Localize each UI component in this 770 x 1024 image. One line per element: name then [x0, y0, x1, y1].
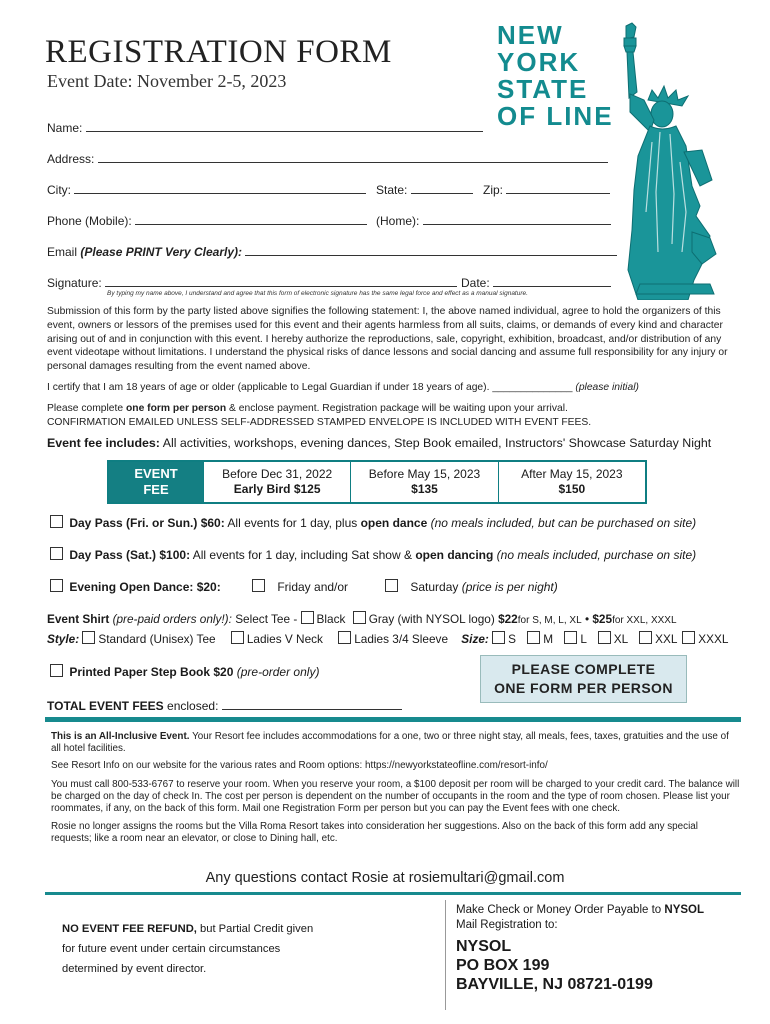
fee-table — [107, 460, 647, 504]
section-divider — [45, 717, 741, 722]
size-option: XL — [613, 632, 628, 646]
fee-tier-when: After May 15, 2023 — [521, 467, 623, 481]
name-input-line[interactable] — [86, 118, 483, 132]
signature-field[interactable] — [47, 273, 457, 290]
day-pass-sat-option[interactable] — [50, 547, 696, 562]
waiver-text: Submission of this form by the party listed above signifies the following statement: I, the above named individual, agree to hold the organizers of this event, owners or lessors of the premises used for this event and their agents harmless from all suits, claims, or demands of every kind and character arising out of and in conjunction with this event. I hereby authorize the reproductions, sale, copyright, exhibition, broadcast, and/or distribution of any event videotape without limitations. I understand the physical risks of dance lessons and social dancing and assume full responsibility for any injury or personal damages resulting from the event named above. — [47, 306, 728, 373]
size-xl-checkbox[interactable] — [598, 631, 611, 644]
email-label: Email — [47, 245, 78, 259]
address-label: Address: — [47, 152, 95, 166]
evening-dance-label: Evening Open Dance: $20: — [69, 580, 221, 594]
size-option: S — [508, 632, 516, 646]
zip-label: Zip: — [483, 183, 504, 197]
contact-line: Any questions contact Rosie at rosiemultari@gmail.com — [205, 870, 565, 886]
shirt-price-standard: $22 — [498, 612, 518, 626]
certify-initial-note: (please initial) — [575, 382, 639, 393]
day-pass-sat-checkbox[interactable] — [50, 547, 63, 560]
day-pass-fri-sun-bold: open dance — [360, 516, 428, 530]
day-pass-fri-sun-label: Day Pass (Fri. or Sun.) $60: — [69, 516, 225, 530]
city-field[interactable] — [47, 180, 366, 197]
fee-table-header — [109, 462, 203, 502]
city-input-line[interactable] — [74, 180, 366, 194]
shirt-black-checkbox[interactable] — [301, 611, 314, 624]
refund-line2: for future event under certain circumstances — [62, 943, 281, 955]
style-standard-label: Standard (Unisex) Tee — [98, 632, 216, 646]
day-pass-fri-sun-text: All events for 1 day, plus — [227, 516, 358, 530]
saturday-option[interactable] — [385, 579, 558, 594]
saturday-checkbox[interactable] — [385, 579, 398, 592]
step-book-checkbox[interactable] — [50, 664, 63, 677]
shirt-gray-checkbox[interactable] — [353, 611, 366, 624]
complete-notice — [47, 402, 737, 430]
event-shirt-row — [47, 611, 677, 626]
shirt-black-label: Black — [316, 612, 346, 626]
size-option: M — [543, 632, 554, 646]
day-pass-sat-text: All events for 1 day, including Sat show & — [192, 548, 412, 562]
signature-input-line[interactable] — [105, 273, 457, 287]
refund-text — [62, 919, 313, 979]
resort-bold: This is an All-Inclusive Event. — [51, 731, 190, 742]
resort-info — [51, 731, 741, 845]
phone-home-input-line[interactable] — [423, 211, 611, 225]
day-pass-fri-sun-note: (no meals included, but can be purchased on site) — [430, 516, 697, 530]
payable-block — [456, 903, 704, 994]
resort-p4: Rosie no longer assigns the rooms but the Villa Roma Resort takes into consideration her suggestions. Also on the back of this form add any special requests; like a room near an elevator, or close to Dining hall, etc. — [51, 821, 698, 844]
step-book-label: Printed Paper Step Book $20 — [69, 665, 234, 679]
fee-tier — [350, 462, 497, 502]
saturday-note: (price is per night) — [461, 580, 558, 594]
payable-text: Make Check or Money Order Payable to — [456, 904, 662, 916]
friday-option[interactable] — [252, 579, 348, 594]
shirt-note: (pre-paid orders only!): — [112, 612, 232, 626]
size-m-checkbox[interactable] — [527, 631, 540, 644]
shirt-label: Event Shirt — [47, 612, 110, 626]
size-option: XXXL — [698, 632, 729, 646]
fee-tier — [498, 462, 645, 502]
style-standard-checkbox[interactable] — [82, 631, 95, 644]
includes-text: All activities, workshops, evening dances, Step Book emailed, Instructors' Showcase Saturday Night — [162, 436, 712, 450]
size-option: XXL — [655, 632, 677, 646]
refund-bold: NO EVENT FEE REFUND, — [62, 923, 197, 935]
refund-line3: determined by event director. — [62, 963, 207, 975]
day-pass-sat-label: Day Pass (Sat.) $100: — [69, 548, 191, 562]
notice-line: PLEASE COMPLETE — [511, 661, 656, 677]
logo-line: NEW — [497, 20, 564, 50]
shirt-select: Select Tee - — [235, 612, 298, 626]
shirt-price-large-sizes: for XXL, XXXL — [612, 615, 677, 626]
size-s-checkbox[interactable] — [492, 631, 505, 644]
style-ladies-34-checkbox[interactable] — [338, 631, 351, 644]
one-form-notice — [480, 655, 687, 703]
resort-p3: You must call 800-533-6767 to reserve your room. When you reserve your room, a $100 deposit per room will be charged to your credit card. The balance will be charged on the day of check In. The cost per person is dependent on the number of occupants in the room and the type of room chosen. Please list your roommates, if any, on the back of this form. Mail one Registration Form per person but you can pay the Event fees with one check. — [51, 779, 740, 814]
fee-tier-price: $150 — [558, 482, 586, 496]
address-line: PO BOX 199 — [456, 957, 550, 974]
city-label: City: — [47, 183, 71, 197]
form-title: REGISTRATION FORM — [45, 34, 392, 70]
state-input-line[interactable] — [411, 180, 473, 194]
email-field[interactable] — [47, 242, 617, 259]
style-label: Style: — [47, 632, 80, 646]
phone-home-label: (Home): — [376, 214, 420, 228]
shirt-gray-label: Gray (with NYSOL logo) — [368, 612, 495, 626]
style-ladies-v-label: Ladies V Neck — [246, 632, 323, 646]
payable-bold: NYSOL — [664, 904, 705, 916]
total-fees-input-line[interactable] — [222, 696, 402, 710]
email-input-line[interactable] — [245, 242, 617, 256]
fee-tier — [203, 462, 350, 502]
logo-line: STATE — [497, 74, 589, 104]
address-field[interactable] — [47, 149, 608, 166]
fee-tier-when: Before Dec 31, 2022 — [222, 467, 333, 481]
shirt-style-row — [47, 631, 728, 646]
shirt-price-large: $25 — [592, 612, 613, 626]
size-xxxl-checkbox[interactable] — [682, 631, 695, 644]
phone-home-field[interactable] — [376, 211, 611, 228]
signature-note: By typing my name above, I understand and agree that this form of electronic signature has the same legal force and effect as a manual signature. — [107, 290, 528, 297]
logo — [497, 22, 614, 130]
event-date: Event Date: November 2-5, 2023 — [47, 71, 287, 91]
resort-p2: See Resort Info on our website for the various rates and Room options: https://newyorkstateofline.com/resort-info/ — [51, 760, 548, 771]
fee-head-line: FEE — [143, 482, 169, 497]
state-label: State: — [376, 183, 408, 197]
email-note: (Please PRINT Very Clearly): — [80, 245, 242, 259]
saturday-label: Saturday — [410, 580, 459, 594]
resort-p1: Your Resort fee includes accommodations for a one, two or three night stay, all meals, fees, taxes, gratuities and the use of all hotel facilities. — [51, 731, 729, 754]
step-book-option[interactable] — [50, 664, 319, 679]
logo-line: YORK — [497, 47, 581, 77]
phone-mobile-label: Phone (Mobile): — [47, 214, 132, 228]
style-ladies-34-label: Ladies 3/4 Sleeve — [354, 632, 449, 646]
total-fees-suffix: enclosed: — [167, 699, 219, 713]
address-line: BAYVILLE, NJ 08721-0199 — [456, 976, 653, 993]
signature-label: Signature: — [47, 276, 102, 290]
zip-input-line[interactable] — [506, 180, 610, 194]
fee-tier-price: $135 — [411, 482, 438, 496]
day-pass-fri-sun-checkbox[interactable] — [50, 515, 63, 528]
friday-label: Friday and/or — [277, 580, 349, 594]
phone-mobile-field[interactable] — [47, 211, 367, 228]
section-divider — [45, 892, 741, 895]
total-fees-label: TOTAL EVENT FEES — [47, 699, 164, 713]
certify-text: I certify that I am 18 years of age or older (applicable to Legal Guardian if under 18 years of age). — [47, 382, 490, 393]
complete-pre: Please complete — [47, 403, 124, 414]
date-label: Date: — [461, 276, 490, 290]
state-field[interactable] — [376, 180, 473, 197]
fee-tier-when: Before May 15, 2023 — [368, 467, 481, 481]
address-line: NYSOL — [456, 938, 512, 955]
notice-line: ONE FORM PER PERSON — [494, 680, 673, 696]
evening-dance-option[interactable] — [50, 579, 221, 594]
mail-label: Mail Registration to: — [456, 919, 558, 931]
statue-of-liberty-illustration — [600, 22, 740, 300]
includes-label: Event fee includes: — [47, 436, 160, 450]
logo-line: OF LINE — [497, 101, 614, 131]
step-book-note: (pre-order only) — [236, 665, 320, 679]
total-fees-field[interactable] — [47, 696, 402, 713]
name-label: Name: — [47, 121, 83, 135]
date-input-line[interactable] — [493, 273, 611, 287]
certify-line — [47, 381, 639, 395]
size-l-checkbox[interactable] — [564, 631, 577, 644]
day-pass-sat-bold: open dancing — [415, 548, 494, 562]
friday-checkbox[interactable] — [252, 579, 265, 592]
complete-bold: one form per person — [126, 403, 227, 414]
confirmation-line: CONFIRMATION EMAILED UNLESS SELF-ADDRESSED STAMPED ENVELOPE IS INCLUDED WITH EVENT FEES. — [47, 416, 592, 428]
address-input-line[interactable] — [98, 149, 608, 163]
complete-post: & enclose payment. Registration package will be waiting upon your arrival. — [229, 403, 568, 414]
name-field[interactable] — [47, 118, 483, 135]
day-pass-sat-note: (no meals included, purchase on site) — [496, 548, 697, 562]
fee-tier-price: Early Bird $125 — [233, 482, 321, 496]
certify-initial-blank[interactable]: ______________ — [492, 382, 573, 393]
includes-line — [47, 436, 711, 450]
style-ladies-v-checkbox[interactable] — [231, 631, 244, 644]
shirt-price-standard-sizes: for S, M, L, XL — [517, 615, 582, 626]
fee-head-line: EVENT — [134, 466, 178, 481]
phone-mobile-input-line[interactable] — [135, 211, 367, 225]
size-option: L — [580, 632, 587, 646]
date-field[interactable] — [461, 273, 611, 290]
bullet: • — [584, 612, 590, 626]
evening-dance-checkbox[interactable] — [50, 579, 63, 592]
refund-line1: but Partial Credit given — [200, 923, 314, 935]
day-pass-fri-sun-option[interactable] — [50, 515, 696, 530]
size-xxl-checkbox[interactable] — [639, 631, 652, 644]
zip-field[interactable] — [483, 180, 610, 197]
size-label: Size: — [461, 632, 489, 646]
